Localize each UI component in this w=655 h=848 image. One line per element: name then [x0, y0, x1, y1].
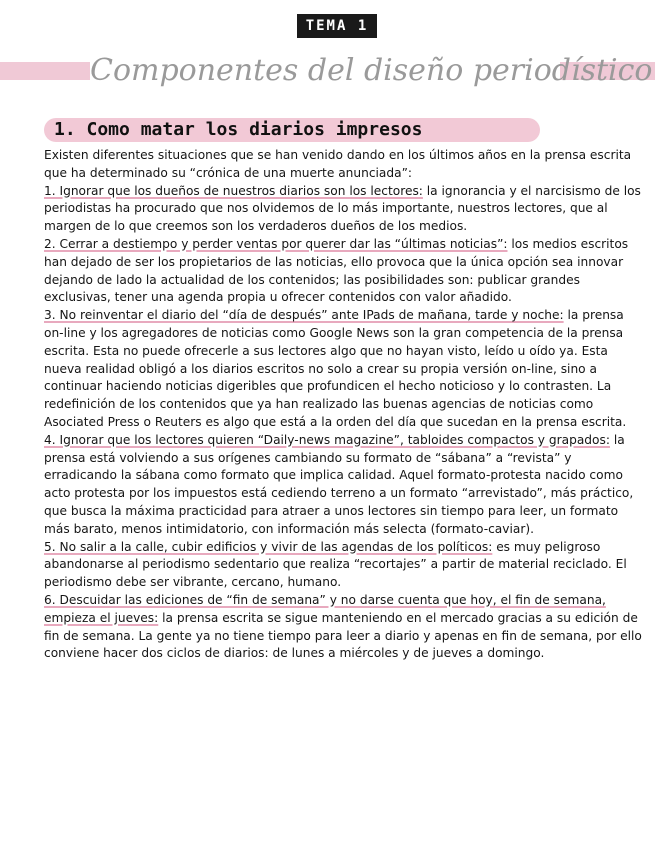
point-text: los medios escritos han dejado de ser los propietarios de las noticias, ello provoca que la única opción sea innovar dejando de lado la actualidad de los contenidos; las posibilidades son: publicar grandes exclusivas, tener una agenda propia u ofrecer contenidos con valor añadido.: [44, 236, 629, 305]
point-2: [44, 236, 644, 307]
point-1: [44, 183, 644, 236]
point-title: 3. No reinventar el diario del “día de después” ante IPads de mañana, tarde y noche:: [44, 308, 564, 323]
point-6: [44, 592, 644, 663]
section-heading-text: 1. Como matar los diarios impresos: [54, 119, 423, 140]
intro-paragraph: Existen diferentes situaciones que se han venido dando en los últimos años en la prensa escrita que ha determinado su “crónica de una muerte anunciada”:: [44, 148, 632, 180]
point-title: 4. Ignorar que los lectores quieren “Daily-news magazine”, tabloides compactos y grapados:: [44, 432, 610, 447]
page-title: Componentes del diseño periodístico: [90, 53, 653, 88]
point-title: 5. No salir a la calle, cubir edificios y vivir de las agendas de los políticos:: [44, 539, 493, 554]
point-text: la prensa escrita se sigue manteniendo en el mercado gracias a su edición de fin de semana. La gente ya no tiene tiempo para leer a diario y apenas en fin de semana, por ello conviene hacer dos ciclos de diarios: de lunes a miércoles y de jueves a domingo.: [44, 610, 642, 661]
point-title: 1. Ignorar que los dueños de nuestros diarios son los lectores:: [44, 183, 423, 198]
point-text: la ignorancia y el narcisismo de los periodistas ha procurado que nos olvidemos de lo más importante, nuestros lectores, que al margen de lo que creemos son los verdaderos dueños de los medios.: [44, 183, 641, 234]
point-text: la prensa on-line y los agregadores de noticias como Google News son la gran competencia de la prensa escrita. Esta no puede ofrecerle a sus lectores algo que no hayan visto, leído u oído ya. Esta nueva realidad obligó a los diarios escritos no solo a crear su propia versión on-line, sino a continuar haciendo noticias digeribles que profundicen el hecho noticioso y lo contrasten. La redefinición de los contenidos que ya han realizado las buenas agencias de noticias como Asociated Press o Reuters es algo que está a la orden del día que sucedan en la prensa escrita.: [44, 308, 627, 429]
point-title: 6. Descuidar las ediciones de “fin de semana” y no darse cuenta que hoy, el fin de semana, empieza el jueves:: [44, 592, 606, 625]
point-text: la prensa está volviendo a sus orígenes cambiando su formato de “sábana” a “revista” y erradicando la sábana como formato que implica calidad. Aquel formato-protesta nacido como acto protesta por los impuestos está cediendo terreno a un formato “arrevistado”, más práctico, que busca la máxima practicidad para atraer a unos lectores sin tiempo para leer, un formato más barato, menos intimidatorio, con información más selecta (formato-caviar).: [44, 432, 634, 536]
point-title: 2. Cerrar a destiempo y perder ventas por querer dar las “últimas noticias”:: [44, 236, 508, 251]
section-heading: [44, 118, 540, 142]
point-text: es muy peligroso abandonarse al periodismo sedentario que realiza “recortajes” a partir de material reciclado. El periodismo debe ser vibrante, cercano, humano.: [44, 539, 627, 590]
topic-badge: TEMA 1: [297, 14, 377, 38]
section-body: [44, 147, 644, 663]
point-4: [44, 432, 644, 539]
point-5: [44, 539, 644, 592]
point-3: [44, 307, 644, 432]
